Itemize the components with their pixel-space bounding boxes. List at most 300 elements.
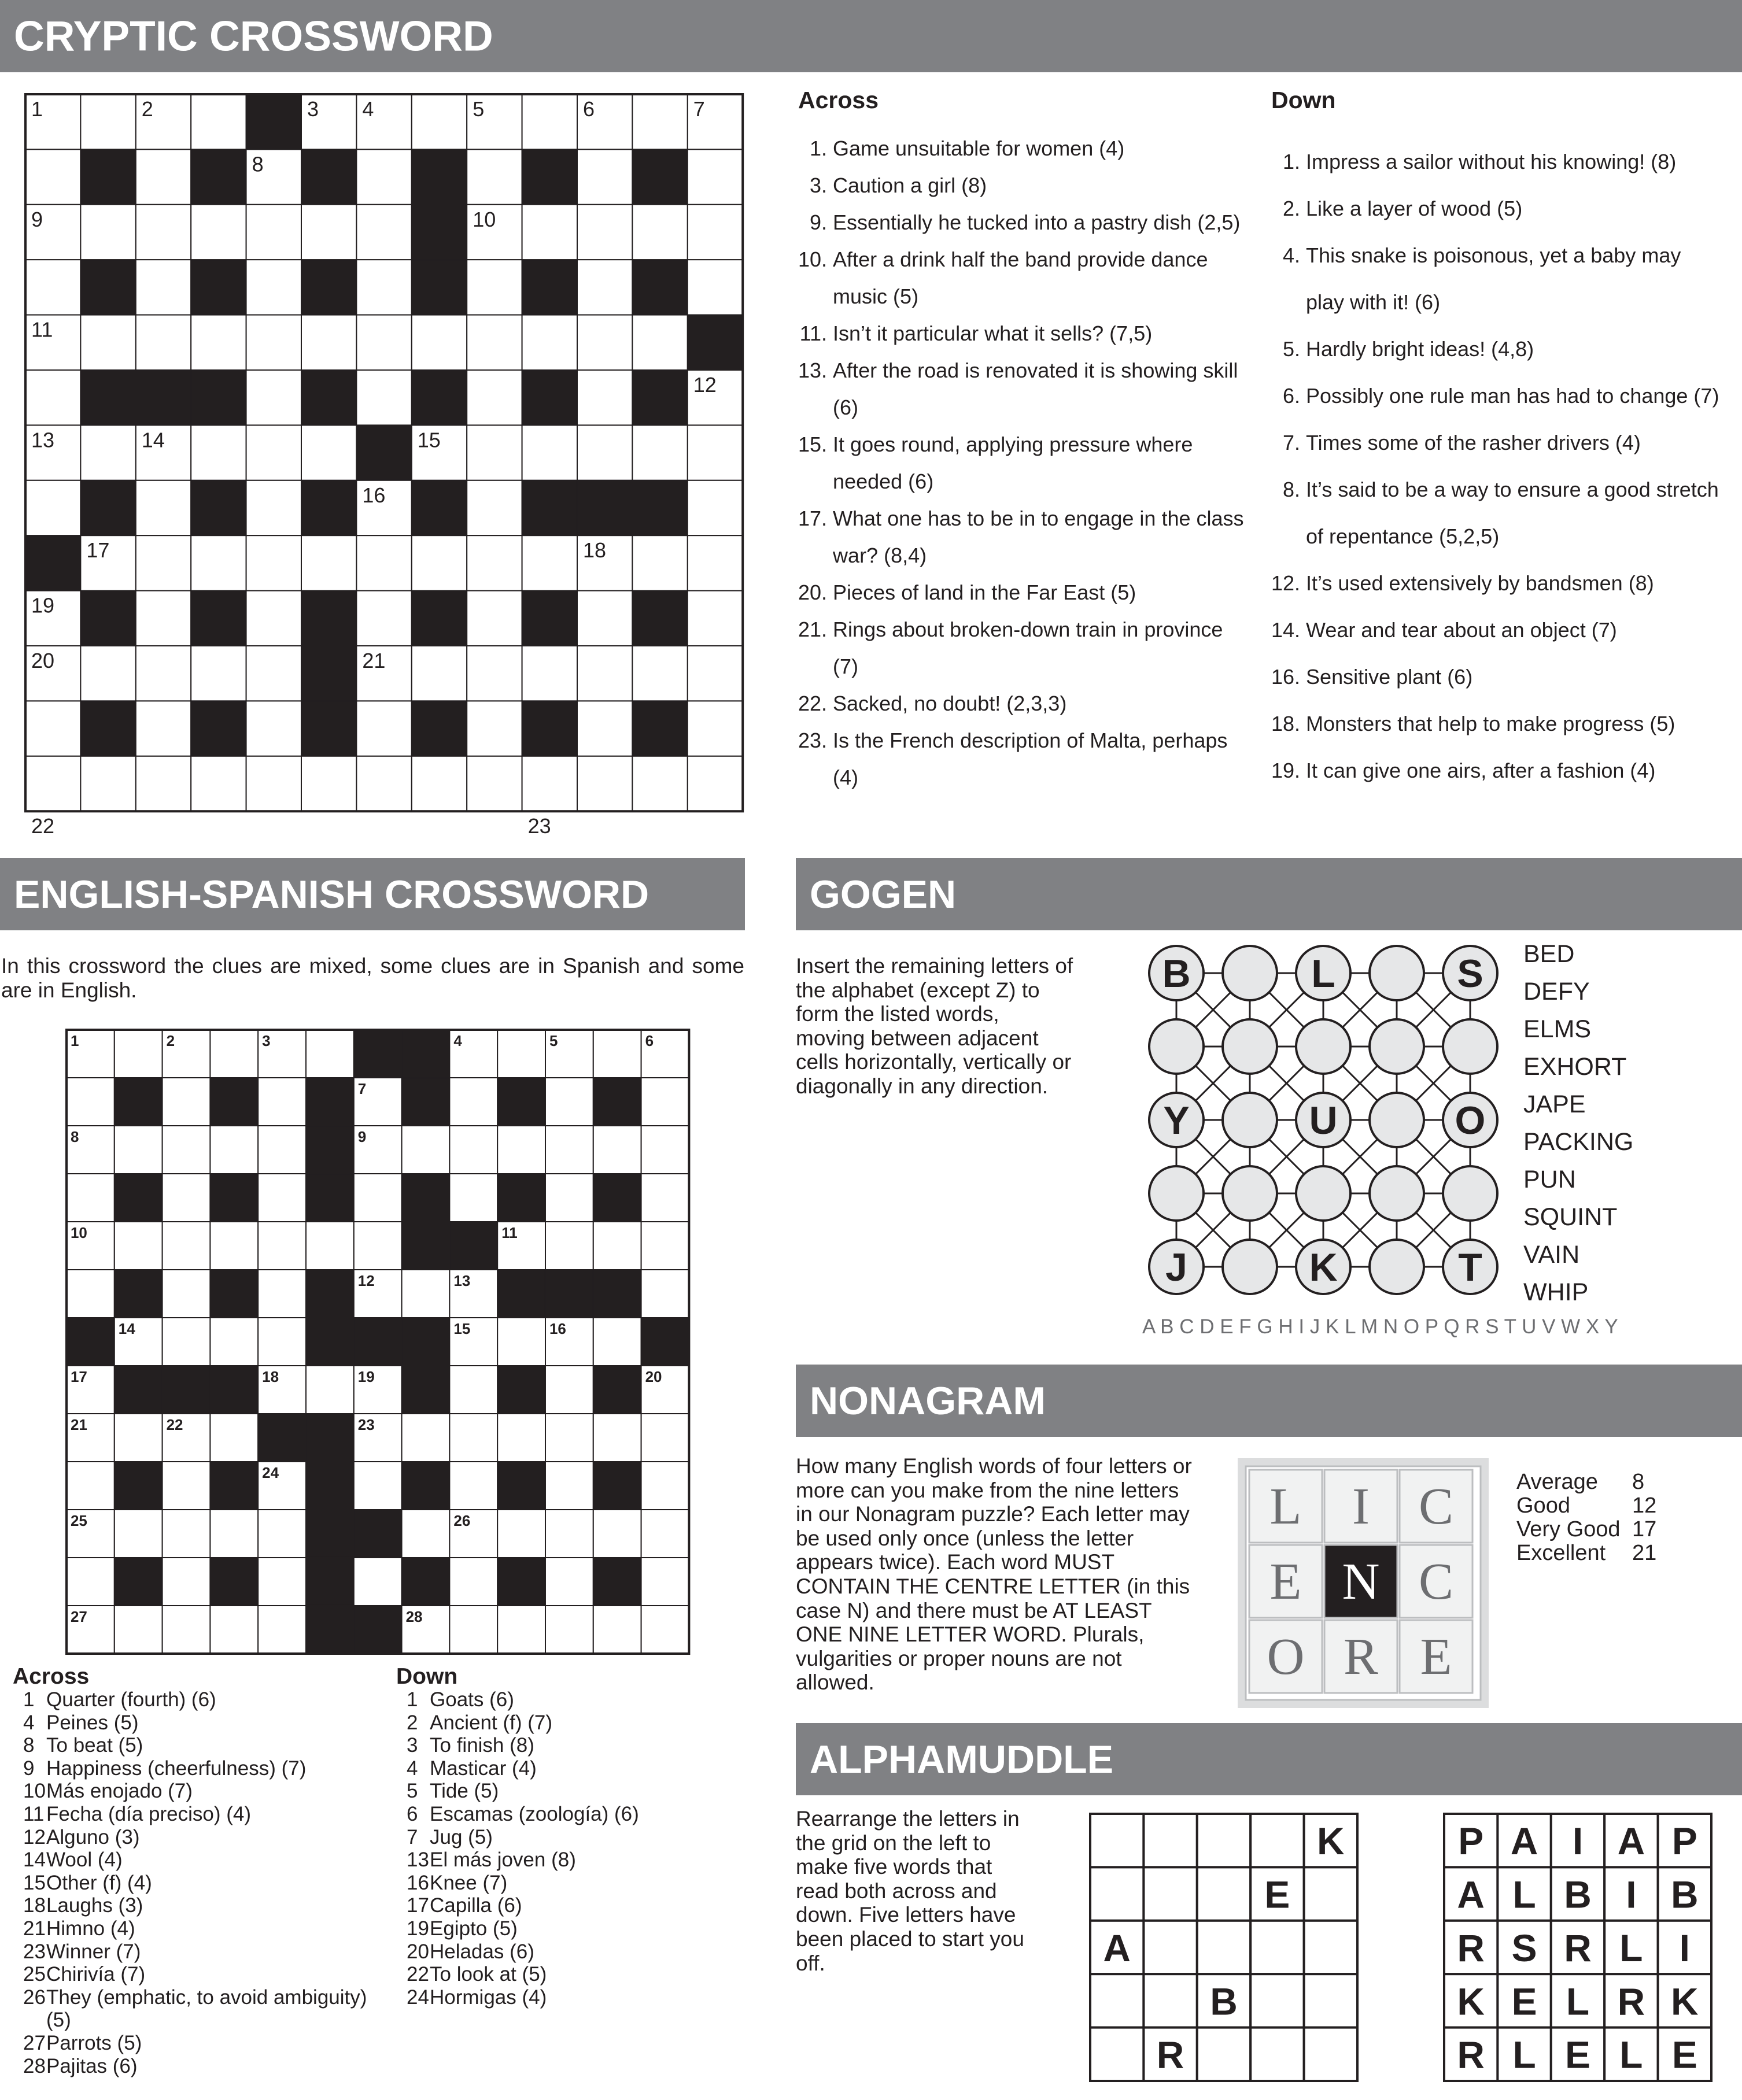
cryptic-white-cell[interactable] bbox=[632, 425, 687, 480]
alphamuddle-answer-cell[interactable] bbox=[1304, 2028, 1357, 2081]
gogen-grid[interactable] bbox=[1145, 942, 1486, 1301]
cryptic-white-cell[interactable] bbox=[467, 149, 522, 204]
es-white-cell[interactable] bbox=[449, 1462, 497, 1510]
cryptic-white-cell[interactable] bbox=[412, 646, 467, 701]
clue-item bbox=[1271, 466, 1722, 560]
cryptic-white-cell[interactable] bbox=[136, 701, 191, 756]
es-white-cell[interactable] bbox=[449, 1558, 497, 1606]
cryptic-white-cell[interactable] bbox=[522, 425, 577, 480]
clue-number: 25 bbox=[23, 1963, 46, 1986]
alphamuddle-answer-cell[interactable] bbox=[1197, 1867, 1250, 1920]
es-white-cell[interactable] bbox=[163, 1558, 211, 1606]
gogen-cell[interactable] bbox=[1223, 946, 1277, 1000]
cryptic-white-cell[interactable] bbox=[25, 480, 80, 535]
alphamuddle-source-letter: E bbox=[1671, 2033, 1697, 2076]
cryptic-white-cell[interactable] bbox=[191, 94, 246, 149]
es-white-cell[interactable] bbox=[163, 1174, 211, 1222]
es-block-cell bbox=[497, 1078, 545, 1126]
cryptic-white-cell[interactable] bbox=[246, 315, 301, 370]
clue-item bbox=[1271, 419, 1722, 466]
es-clue-number: 17 bbox=[70, 1367, 87, 1385]
es-white-cell[interactable] bbox=[163, 1318, 211, 1366]
es-white-cell[interactable] bbox=[497, 1318, 545, 1366]
es-block-cell bbox=[306, 1078, 354, 1126]
cryptic-white-cell[interactable] bbox=[688, 425, 743, 480]
es-white-cell[interactable] bbox=[497, 1606, 545, 1654]
es-white-cell[interactable] bbox=[641, 1078, 689, 1126]
es-white-cell[interactable] bbox=[115, 1222, 163, 1270]
es-white-cell[interactable] bbox=[402, 1510, 450, 1558]
cryptic-white-cell[interactable] bbox=[246, 756, 301, 811]
cryptic-white-cell[interactable] bbox=[688, 646, 743, 701]
alphamuddle-answer-cell[interactable] bbox=[1090, 1867, 1143, 1920]
gogen-cell[interactable] bbox=[1223, 1019, 1277, 1074]
alphamuddle-source-letter: L bbox=[1619, 2033, 1643, 2076]
gogen-cell[interactable] bbox=[1296, 1019, 1350, 1074]
es-white-cell[interactable] bbox=[258, 1318, 306, 1366]
es-white-cell[interactable] bbox=[497, 1414, 545, 1462]
gogen-cell[interactable] bbox=[1370, 1240, 1424, 1294]
cryptic-white-cell[interactable] bbox=[467, 535, 522, 590]
gogen-cell[interactable] bbox=[1370, 1166, 1424, 1221]
gogen-cell[interactable] bbox=[1370, 946, 1424, 1000]
cryptic-white-cell[interactable] bbox=[688, 260, 743, 315]
es-block-cell bbox=[115, 1462, 163, 1510]
cryptic-white-cell[interactable] bbox=[522, 535, 577, 590]
gogen-cell[interactable] bbox=[1223, 1093, 1277, 1147]
gogen-word: EXHORT bbox=[1523, 1053, 1627, 1081]
es-white-cell[interactable] bbox=[258, 1606, 306, 1654]
clue-number: 20 bbox=[407, 1940, 429, 1963]
alphamuddle-answer-cell[interactable] bbox=[1304, 1921, 1357, 1974]
cryptic-clue-number: 22 bbox=[31, 814, 55, 838]
cryptic-white-cell[interactable] bbox=[632, 756, 687, 811]
alphamuddle-answer-cell[interactable] bbox=[1090, 1974, 1143, 2027]
es-white-cell[interactable] bbox=[258, 1078, 306, 1126]
clue-text: Hormigas (4) bbox=[430, 1986, 547, 2009]
es-white-cell[interactable] bbox=[641, 1270, 689, 1318]
cryptic-white-cell[interactable] bbox=[632, 205, 687, 260]
alphamuddle-title: ALPHAMUDDLE bbox=[810, 1737, 1114, 1781]
es-white-cell[interactable] bbox=[210, 1414, 258, 1462]
cryptic-clue-number: 13 bbox=[31, 428, 55, 452]
cryptic-white-cell[interactable] bbox=[301, 315, 356, 370]
es-white-cell[interactable] bbox=[449, 1366, 497, 1414]
cryptic-white-cell[interactable] bbox=[136, 535, 191, 590]
cryptic-block-cell bbox=[191, 480, 246, 535]
cryptic-white-cell[interactable] bbox=[191, 425, 246, 480]
cryptic-clue-number: 17 bbox=[86, 538, 110, 563]
cryptic-white-cell[interactable] bbox=[412, 535, 467, 590]
cryptic-white-cell[interactable] bbox=[467, 646, 522, 701]
gogen-cell[interactable] bbox=[1223, 1166, 1277, 1221]
gogen-cell[interactable] bbox=[1443, 1019, 1497, 1074]
es-white-cell[interactable] bbox=[545, 1222, 593, 1270]
clue-text: It’s used extensively by bandsmen (8) bbox=[1306, 571, 1654, 595]
es-white-cell[interactable] bbox=[163, 1126, 211, 1174]
alphamuddle-source-letter: E bbox=[1511, 1980, 1537, 2023]
nonagram-instructions: How many English words of four letters or more can you make from the nine letters in our Nonagram puzzle? Each letter may be used only once (unless the letter appears twice). Each word MUST CONTAIN THE CENTRE LETTER (in this case N) and there must be AT LEAST ONE NINE LETTER WORD. Plurals, vulgarities or proper nouns are not allowed. bbox=[796, 1454, 1192, 1695]
es-white-cell[interactable] bbox=[593, 1510, 641, 1558]
cryptic-white-cell[interactable] bbox=[80, 646, 135, 701]
cryptic-white-cell[interactable] bbox=[412, 94, 467, 149]
cryptic-white-cell[interactable] bbox=[301, 425, 356, 480]
cryptic-white-cell[interactable] bbox=[246, 370, 301, 425]
cryptic-white-cell[interactable] bbox=[356, 535, 411, 590]
gogen-letter: J bbox=[1165, 1245, 1187, 1289]
alphamuddle-answer-cell[interactable] bbox=[1090, 2028, 1143, 2081]
cryptic-white-cell[interactable] bbox=[577, 260, 632, 315]
es-white-cell[interactable] bbox=[258, 1510, 306, 1558]
cryptic-white-cell[interactable] bbox=[301, 756, 356, 811]
cryptic-white-cell[interactable] bbox=[191, 756, 246, 811]
es-block-cell bbox=[593, 1366, 641, 1414]
es-white-cell[interactable] bbox=[306, 1030, 354, 1078]
cryptic-white-cell[interactable] bbox=[356, 756, 411, 811]
cryptic-white-cell[interactable] bbox=[246, 646, 301, 701]
cryptic-white-cell[interactable] bbox=[356, 591, 411, 646]
cryptic-white-cell[interactable] bbox=[246, 425, 301, 480]
cryptic-white-cell[interactable] bbox=[467, 756, 522, 811]
es-white-cell[interactable] bbox=[210, 1030, 258, 1078]
es-white-cell[interactable] bbox=[593, 1030, 641, 1078]
es-white-cell[interactable] bbox=[449, 1126, 497, 1174]
es-white-cell[interactable] bbox=[210, 1126, 258, 1174]
cryptic-white-cell[interactable] bbox=[632, 94, 687, 149]
cryptic-white-cell[interactable] bbox=[577, 756, 632, 811]
es-white-cell[interactable] bbox=[163, 1510, 211, 1558]
es-white-cell[interactable] bbox=[115, 1126, 163, 1174]
alphamuddle-answer-cell[interactable] bbox=[1090, 1814, 1143, 1867]
es-white-cell[interactable] bbox=[258, 1222, 306, 1270]
es-white-cell[interactable] bbox=[545, 1558, 593, 1606]
alphamuddle-answer-cell[interactable] bbox=[1250, 2028, 1304, 2081]
alphamuddle-answer-cell[interactable] bbox=[1197, 2028, 1250, 2081]
cryptic-white-cell[interactable] bbox=[80, 205, 135, 260]
clue-text: Más enojado (7) bbox=[46, 1780, 193, 1803]
es-white-cell[interactable] bbox=[641, 1174, 689, 1222]
es-block-cell bbox=[593, 1558, 641, 1606]
es-white-cell[interactable] bbox=[258, 1126, 306, 1174]
clue-item bbox=[1271, 747, 1722, 794]
cryptic-white-cell[interactable] bbox=[136, 591, 191, 646]
cryptic-white-cell[interactable] bbox=[301, 535, 356, 590]
clue-text: It goes round, applying pressure where needed (6) bbox=[833, 432, 1193, 493]
es-white-cell[interactable] bbox=[593, 1606, 641, 1654]
alphamuddle-source-letter: R bbox=[1457, 2033, 1485, 2076]
es-white-cell[interactable] bbox=[163, 1078, 211, 1126]
clue-item bbox=[396, 1757, 755, 1780]
cryptic-white-cell[interactable] bbox=[632, 535, 687, 590]
es-white-cell[interactable] bbox=[115, 1606, 163, 1654]
cryptic-white-cell[interactable] bbox=[412, 315, 467, 370]
es-white-cell[interactable] bbox=[593, 1318, 641, 1366]
es-white-cell[interactable] bbox=[545, 1462, 593, 1510]
cryptic-white-cell[interactable] bbox=[136, 480, 191, 535]
cryptic-white-cell[interactable] bbox=[136, 205, 191, 260]
cryptic-white-cell[interactable] bbox=[246, 480, 301, 535]
cryptic-white-cell[interactable] bbox=[136, 756, 191, 811]
gogen-cell[interactable] bbox=[1443, 1166, 1497, 1221]
alphamuddle-answer-cell[interactable] bbox=[1143, 1921, 1197, 1974]
cryptic-white-cell[interactable] bbox=[25, 149, 80, 204]
alphamuddle-source-letter: B bbox=[1564, 1873, 1592, 1916]
es-block-cell bbox=[210, 1174, 258, 1222]
es-white-cell[interactable] bbox=[545, 1078, 593, 1126]
es-white-cell[interactable] bbox=[354, 1462, 402, 1510]
cryptic-white-cell[interactable] bbox=[246, 260, 301, 315]
clue-text: They (emphatic, to avoid ambiguity) (5) bbox=[46, 1986, 367, 2032]
cryptic-white-cell[interactable] bbox=[356, 370, 411, 425]
cryptic-white-cell[interactable] bbox=[467, 425, 522, 480]
alphamuddle-source-letter: L bbox=[1619, 1926, 1643, 1969]
es-white-cell[interactable] bbox=[67, 1078, 115, 1126]
es-white-cell[interactable] bbox=[306, 1366, 354, 1414]
cryptic-white-cell[interactable] bbox=[246, 591, 301, 646]
gogen-cell[interactable] bbox=[1296, 1166, 1350, 1221]
cryptic-white-cell[interactable] bbox=[577, 646, 632, 701]
clue-item bbox=[13, 1711, 383, 1735]
cryptic-clue-number: 4 bbox=[362, 97, 374, 121]
es-white-cell[interactable] bbox=[354, 1174, 402, 1222]
alphamuddle-answer-cell[interactable] bbox=[1250, 1921, 1304, 1974]
es-white-cell[interactable] bbox=[449, 1606, 497, 1654]
cryptic-white-cell[interactable] bbox=[688, 480, 743, 535]
cryptic-block-cell bbox=[191, 260, 246, 315]
es-white-cell[interactable] bbox=[210, 1606, 258, 1654]
es-clue-number: 26 bbox=[453, 1511, 471, 1529]
es-block-cell bbox=[306, 1462, 354, 1510]
es-white-cell[interactable] bbox=[641, 1126, 689, 1174]
es-white-cell[interactable] bbox=[593, 1414, 641, 1462]
cryptic-white-cell[interactable] bbox=[25, 370, 80, 425]
es-white-cell[interactable] bbox=[163, 1270, 211, 1318]
es-white-cell[interactable] bbox=[641, 1510, 689, 1558]
cryptic-white-cell[interactable] bbox=[467, 315, 522, 370]
cryptic-grid[interactable] bbox=[24, 93, 742, 838]
es-white-cell[interactable] bbox=[402, 1414, 450, 1462]
es-white-cell[interactable] bbox=[67, 1270, 115, 1318]
es-white-cell[interactable] bbox=[545, 1366, 593, 1414]
cryptic-block-cell bbox=[412, 480, 467, 535]
es-white-cell[interactable] bbox=[641, 1222, 689, 1270]
alphamuddle-source-letter: P bbox=[1458, 1820, 1484, 1863]
gogen-cell[interactable] bbox=[1149, 1019, 1204, 1074]
cryptic-white-cell[interactable] bbox=[577, 205, 632, 260]
cryptic-white-cell[interactable] bbox=[522, 205, 577, 260]
es-white-cell[interactable] bbox=[67, 1462, 115, 1510]
cryptic-white-cell[interactable] bbox=[467, 260, 522, 315]
clue-text: This snake is poisonous, yet a baby may play with it! (6) bbox=[1306, 243, 1681, 314]
cryptic-white-cell[interactable] bbox=[136, 315, 191, 370]
alphamuddle-answer-cell[interactable] bbox=[1143, 1867, 1197, 1920]
cryptic-white-cell[interactable] bbox=[246, 205, 301, 260]
es-white-cell[interactable] bbox=[258, 1270, 306, 1318]
es-white-cell[interactable] bbox=[545, 1510, 593, 1558]
cryptic-white-cell[interactable] bbox=[577, 315, 632, 370]
es-block-cell bbox=[545, 1270, 593, 1318]
cryptic-white-cell[interactable] bbox=[356, 315, 411, 370]
es-white-cell[interactable] bbox=[545, 1606, 593, 1654]
es-white-cell[interactable] bbox=[641, 1558, 689, 1606]
cryptic-white-cell[interactable] bbox=[356, 260, 411, 315]
es-white-cell[interactable] bbox=[593, 1126, 641, 1174]
es-white-cell[interactable] bbox=[67, 1174, 115, 1222]
gogen-cell[interactable] bbox=[1370, 1019, 1424, 1074]
cryptic-white-cell[interactable] bbox=[191, 646, 246, 701]
cryptic-white-cell[interactable] bbox=[577, 701, 632, 756]
cryptic-white-cell[interactable] bbox=[522, 646, 577, 701]
es-white-cell[interactable] bbox=[115, 1414, 163, 1462]
cryptic-white-cell[interactable] bbox=[80, 315, 135, 370]
cryptic-white-cell[interactable] bbox=[136, 149, 191, 204]
es-white-cell[interactable] bbox=[210, 1318, 258, 1366]
gogen-cell[interactable] bbox=[1223, 1240, 1277, 1294]
es-white-cell[interactable] bbox=[67, 1558, 115, 1606]
gogen-cell[interactable] bbox=[1149, 1166, 1204, 1221]
cryptic-white-cell[interactable] bbox=[80, 425, 135, 480]
cryptic-white-cell[interactable] bbox=[688, 701, 743, 756]
cryptic-white-cell[interactable] bbox=[191, 315, 246, 370]
clue-item bbox=[396, 1734, 755, 1757]
es-white-cell[interactable] bbox=[641, 1606, 689, 1654]
score-label: Very Good bbox=[1516, 1517, 1621, 1541]
english-spanish-down-title: Down bbox=[396, 1664, 458, 1689]
cryptic-white-cell[interactable] bbox=[688, 149, 743, 204]
clue-item bbox=[13, 2055, 383, 2078]
cryptic-white-cell[interactable] bbox=[80, 94, 135, 149]
alphamuddle-answer-cell[interactable] bbox=[1143, 1814, 1197, 1867]
cryptic-block-cell bbox=[80, 260, 135, 315]
clue-number: 24 bbox=[407, 1986, 429, 2009]
es-white-cell[interactable] bbox=[354, 1222, 402, 1270]
es-white-cell[interactable] bbox=[306, 1222, 354, 1270]
es-white-cell[interactable] bbox=[210, 1510, 258, 1558]
cryptic-white-cell[interactable] bbox=[522, 315, 577, 370]
cryptic-across-clues bbox=[798, 87, 1249, 796]
es-white-cell[interactable] bbox=[449, 1174, 497, 1222]
english-spanish-grid[interactable] bbox=[65, 1028, 689, 1655]
es-white-cell[interactable] bbox=[258, 1558, 306, 1606]
es-white-cell[interactable] bbox=[449, 1078, 497, 1126]
clue-text: Possibly one rule man has had to change (7) bbox=[1306, 384, 1719, 408]
cryptic-white-cell[interactable] bbox=[246, 535, 301, 590]
es-white-cell[interactable] bbox=[497, 1126, 545, 1174]
cryptic-white-cell[interactable] bbox=[632, 646, 687, 701]
clue-item bbox=[13, 1872, 383, 1895]
cryptic-white-cell[interactable] bbox=[191, 205, 246, 260]
alphamuddle-answer-cell[interactable] bbox=[1250, 1814, 1304, 1867]
cryptic-white-cell[interactable] bbox=[467, 370, 522, 425]
alphamuddle-answer-cell[interactable] bbox=[1304, 1867, 1357, 1920]
alphamuddle-answer-grid[interactable] bbox=[1088, 1812, 1359, 2083]
alphamuddle-answer-cell[interactable] bbox=[1197, 1814, 1250, 1867]
cryptic-white-cell[interactable] bbox=[688, 535, 743, 590]
cryptic-white-cell[interactable] bbox=[522, 94, 577, 149]
es-white-cell[interactable] bbox=[593, 1222, 641, 1270]
cryptic-white-cell[interactable] bbox=[688, 205, 743, 260]
cryptic-white-cell[interactable] bbox=[246, 701, 301, 756]
cryptic-white-cell[interactable] bbox=[632, 315, 687, 370]
es-white-cell[interactable] bbox=[641, 1414, 689, 1462]
es-white-cell[interactable] bbox=[258, 1174, 306, 1222]
cryptic-white-cell[interactable] bbox=[356, 149, 411, 204]
cryptic-white-cell[interactable] bbox=[301, 205, 356, 260]
cryptic-clue-number: 9 bbox=[31, 207, 43, 231]
gogen-cell[interactable] bbox=[1370, 1093, 1424, 1147]
es-white-cell[interactable] bbox=[545, 1126, 593, 1174]
cryptic-block-cell bbox=[80, 591, 135, 646]
cryptic-white-cell[interactable] bbox=[577, 149, 632, 204]
cryptic-white-cell[interactable] bbox=[25, 260, 80, 315]
clue-item bbox=[798, 426, 1249, 500]
alphamuddle-answer-cell[interactable] bbox=[1197, 1921, 1250, 1974]
clue-number: 2. bbox=[1282, 197, 1300, 220]
cryptic-white-cell[interactable] bbox=[688, 756, 743, 811]
cryptic-white-cell[interactable] bbox=[356, 205, 411, 260]
es-white-cell[interactable] bbox=[402, 1270, 450, 1318]
cryptic-white-cell[interactable] bbox=[80, 756, 135, 811]
clue-text: Alguno (3) bbox=[46, 1825, 140, 1848]
gogen-letter: U bbox=[1309, 1099, 1338, 1143]
cryptic-white-cell[interactable] bbox=[577, 591, 632, 646]
es-white-cell[interactable] bbox=[449, 1414, 497, 1462]
cryptic-white-cell[interactable] bbox=[688, 591, 743, 646]
cryptic-block-cell bbox=[522, 370, 577, 425]
clue-item bbox=[13, 1688, 383, 1711]
es-white-cell[interactable] bbox=[545, 1174, 593, 1222]
alphamuddle-answer-cell[interactable] bbox=[1250, 1974, 1304, 2027]
clue-number: 19. bbox=[1271, 759, 1301, 782]
cryptic-white-cell[interactable] bbox=[25, 701, 80, 756]
es-white-cell[interactable] bbox=[497, 1510, 545, 1558]
clue-number: 9. bbox=[809, 210, 827, 234]
cryptic-white-cell[interactable] bbox=[467, 701, 522, 756]
cryptic-white-cell[interactable] bbox=[136, 260, 191, 315]
es-white-cell[interactable] bbox=[497, 1030, 545, 1078]
gogen-header bbox=[796, 858, 1742, 930]
es-white-cell[interactable] bbox=[163, 1462, 211, 1510]
clue-text: Escamas (zoología) (6) bbox=[430, 1802, 639, 1825]
es-white-cell[interactable] bbox=[641, 1462, 689, 1510]
cryptic-down-clues bbox=[1271, 87, 1722, 794]
alphamuddle-source-letter: R bbox=[1457, 1926, 1485, 1969]
cryptic-block-cell bbox=[356, 425, 411, 480]
cryptic-white-cell[interactable] bbox=[577, 425, 632, 480]
es-white-cell[interactable] bbox=[163, 1222, 211, 1270]
alphamuddle-answer-cell[interactable] bbox=[1143, 1974, 1197, 2027]
cryptic-white-cell[interactable] bbox=[577, 370, 632, 425]
cryptic-white-cell[interactable] bbox=[467, 591, 522, 646]
es-white-cell[interactable] bbox=[115, 1030, 163, 1078]
cryptic-white-cell[interactable] bbox=[412, 756, 467, 811]
cryptic-white-cell[interactable] bbox=[136, 646, 191, 701]
es-white-cell[interactable] bbox=[163, 1606, 211, 1654]
cryptic-white-cell[interactable] bbox=[191, 535, 246, 590]
cryptic-white-cell[interactable] bbox=[522, 756, 577, 811]
nonagram-title: NONAGRAM bbox=[810, 1378, 1046, 1423]
cryptic-white-cell[interactable] bbox=[356, 701, 411, 756]
cryptic-white-cell[interactable] bbox=[25, 756, 80, 811]
cryptic-white-cell[interactable] bbox=[467, 480, 522, 535]
es-white-cell[interactable] bbox=[210, 1222, 258, 1270]
es-white-cell[interactable] bbox=[354, 1558, 402, 1606]
es-white-cell[interactable] bbox=[115, 1510, 163, 1558]
es-white-cell[interactable] bbox=[402, 1126, 450, 1174]
alphamuddle-answer-cell[interactable] bbox=[1304, 1974, 1357, 2027]
es-white-cell[interactable] bbox=[545, 1414, 593, 1462]
clue-text: Tide (5) bbox=[430, 1780, 499, 1803]
